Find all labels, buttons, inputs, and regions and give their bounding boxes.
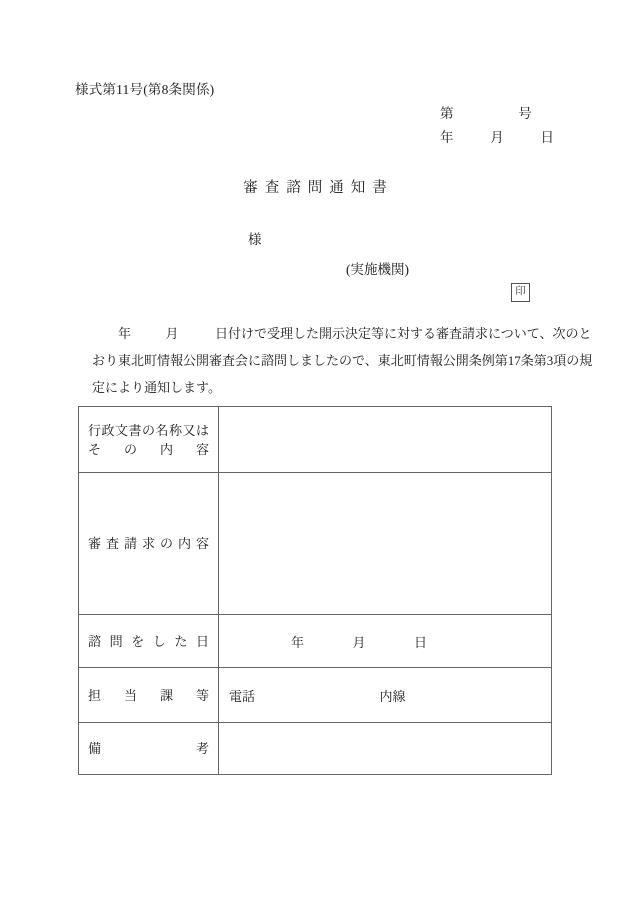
issuing-authority-label: (実施機関)	[346, 262, 409, 277]
seal-box: 印	[511, 283, 530, 302]
form-number: 様式第11号(第8条関係)	[75, 82, 215, 97]
row-label-request-content	[79, 473, 219, 615]
document-date-year: 年	[440, 130, 454, 145]
document-meta-block	[440, 102, 554, 150]
body-line-1-text: 日付けで受理した開示決定等に対する審査請求について、次のと	[215, 326, 592, 341]
inquiry-date-year: 年	[291, 634, 305, 650]
page-title: 審査諮問通知書	[243, 180, 394, 196]
table-row	[79, 407, 552, 473]
row-value-document-name[interactable]	[219, 407, 552, 473]
inquiry-date-slots	[229, 635, 427, 650]
form-table	[78, 406, 552, 775]
document-number-line	[440, 102, 554, 126]
row-value-remarks[interactable]	[219, 723, 552, 775]
row-label-line-1: 担当課等	[88, 687, 209, 703]
row-label-remarks	[79, 723, 219, 775]
body-date-month: 月	[165, 326, 179, 341]
body-line-2: おり東北町情報公開審査会に諮問しましたので、東北町情報公開条例第17条第3項の規	[92, 353, 593, 368]
row-label-document-name	[79, 407, 219, 473]
addressee-honorific: 様	[248, 232, 262, 247]
document-number-suffix: 号	[518, 106, 532, 121]
row-value-department[interactable]	[219, 668, 552, 723]
inquiry-date-day: 日	[414, 634, 428, 650]
row-label-line-1: 諮問をした日	[88, 633, 209, 649]
document-number-prefix: 第	[440, 106, 454, 121]
table-row	[79, 615, 552, 668]
inquiry-date-month: 月	[352, 634, 366, 650]
row-value-request-content[interactable]	[219, 473, 552, 615]
row-label-line-1: 行政文書の名称又は	[88, 422, 209, 438]
table-row	[79, 668, 552, 723]
row-label-department	[79, 668, 219, 723]
body-line-1	[78, 320, 592, 347]
table-row	[79, 723, 552, 775]
body-line-3: 定により通知します。	[92, 380, 221, 395]
body-paragraph	[78, 320, 593, 401]
document-date-day: 日	[540, 130, 554, 145]
row-label-line-1: 審査請求の内容	[88, 536, 209, 551]
telephone-label: 電話	[229, 688, 256, 704]
row-label-line-2: その内容	[88, 441, 209, 457]
extension-label: 内線	[379, 688, 406, 704]
body-date-year: 年	[118, 326, 132, 341]
row-label-inquiry-date	[79, 615, 219, 668]
row-value-inquiry-date[interactable]	[219, 615, 552, 668]
document-date-line	[440, 126, 554, 150]
document-date-month: 月	[490, 130, 504, 145]
row-label-line-1: 備考	[88, 741, 209, 756]
table-row	[79, 473, 552, 615]
